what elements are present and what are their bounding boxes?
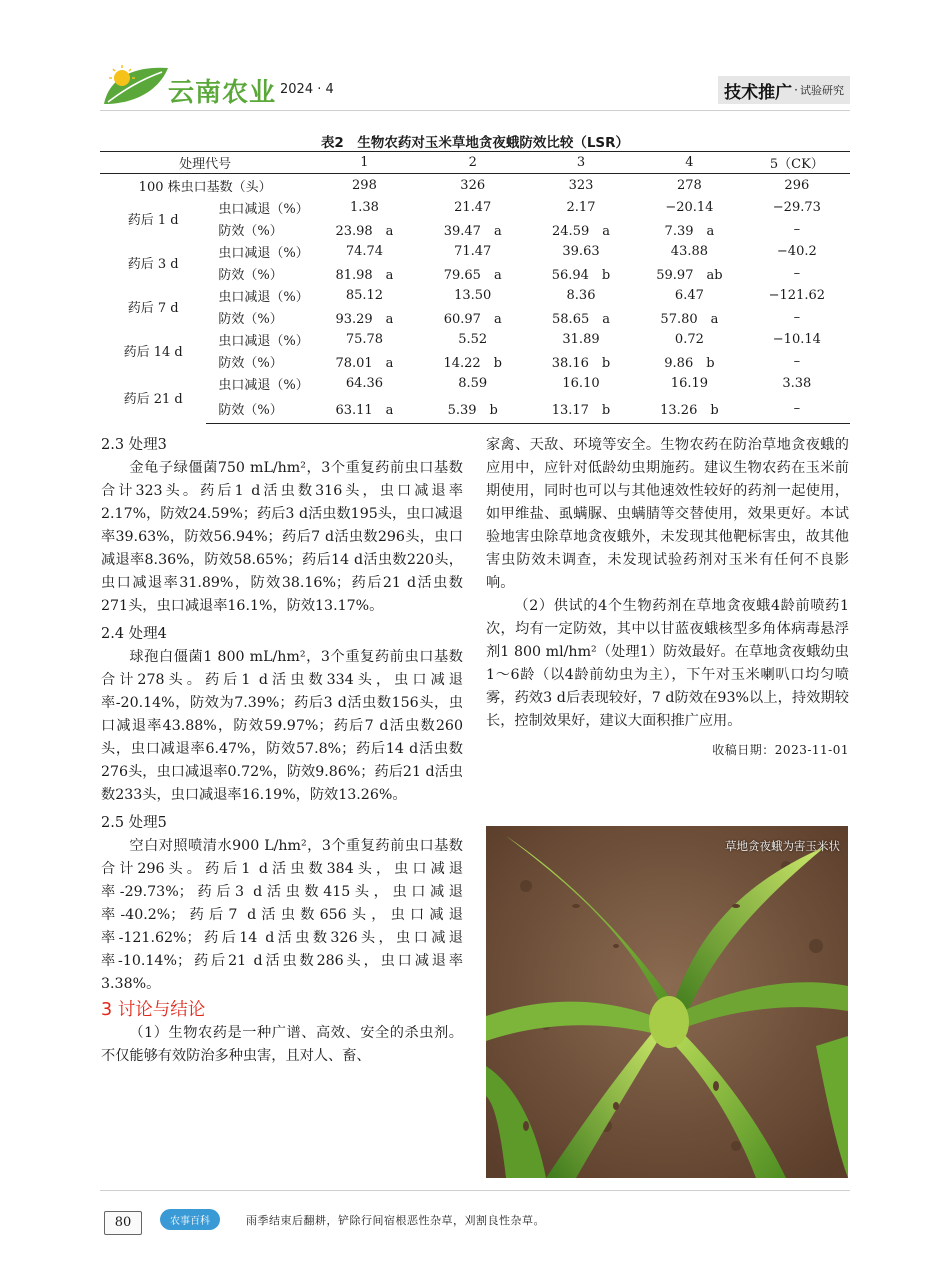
table-cell: −121.62 xyxy=(768,287,826,303)
table-row xyxy=(100,218,850,240)
table-cell: 0.72 xyxy=(674,331,704,347)
table-cell: 278 xyxy=(676,177,702,193)
issue-number: 2024 · 4 xyxy=(280,82,334,97)
table-cell: 38.16 b xyxy=(551,355,611,371)
metric-label: 虫口减退（%） xyxy=(218,201,309,217)
table-cell: 79.65 a xyxy=(443,267,502,283)
table-cell: −29.73 xyxy=(772,199,821,215)
table-row xyxy=(100,394,850,424)
table-row xyxy=(100,240,850,262)
section-separator: · xyxy=(794,83,798,97)
photo-caption: 草地贪夜蛾为害玉米状 xyxy=(725,839,840,853)
table-cell: 13.26 b xyxy=(635,394,744,424)
section-sub: 试验研究 xyxy=(800,84,844,97)
metric-label: 防效（%） xyxy=(218,355,283,371)
table-cell: 13.50 xyxy=(454,287,492,303)
paragraph: 家禽、天敌、环境等安全。生物农药在防治草地贪夜蛾的应用中，应针对低龄幼虫期施药。建议生物农药在玉米前期使用，同时也可以与其他速效性较好的药剂一起使用，如甲维盐、虱螨脲、虫螨腈等交替使用，效果更好。本试验地害虫除草地贪夜蛾外，未发现其他靶标害虫，故其他害虫防效未调查，未发现试验药剂对玉米有任何不良影响。 xyxy=(486,437,849,591)
group-label: 药后 21 d xyxy=(123,392,183,408)
table-row xyxy=(100,328,850,350)
table-cell: 16.19 xyxy=(670,375,709,391)
table-row xyxy=(100,262,850,284)
metric-label: 防效（%） xyxy=(218,311,283,327)
table-cell: 23.98 a xyxy=(335,223,394,239)
right-column xyxy=(486,434,849,762)
table-title: 表2 生物农药对玉米草地贪夜蛾防效比较（LSR） xyxy=(320,135,630,151)
table-cell: 57.80 a xyxy=(660,311,719,327)
table-cell: 64.36 xyxy=(345,375,384,391)
table-cell: 323 xyxy=(568,177,594,193)
metric-label: 虫口减退（%） xyxy=(218,245,309,261)
table-cell: 14.22 b xyxy=(443,355,502,371)
table-cell: – xyxy=(793,221,801,237)
table-cell: 9.86 b xyxy=(664,355,715,371)
table-header-cell: 4 xyxy=(635,152,744,174)
table-cell: 56.94 b xyxy=(551,267,611,283)
results-table xyxy=(100,151,850,424)
table-header-row xyxy=(100,152,850,174)
paragraph: 金龟子绿僵菌750 mL/hm²，3个重复药前虫口基数合计323头。药后1 d活虫数316头，虫口减退率2.17%，防效24.59%；药后3 d活虫数195头，虫口减退率39.63%，防效56.94%；药后7 d活虫数296头，虫口减退率8.36%，防效58.65%；药后14 d活虫数220头，虫口减退率31.89%，防效38.16%；药后21 d活虫数271头，虫口减退率16.1%，防效13.17%。 xyxy=(101,460,463,614)
metric-label: 防效（%） xyxy=(218,223,283,239)
left-column xyxy=(101,434,463,1068)
page-number: 80 xyxy=(104,1211,142,1235)
table-cell: 24.59 a xyxy=(552,223,610,239)
table-cell: 21.47 xyxy=(454,199,492,215)
table-header-cell: 3 xyxy=(527,152,635,174)
table-cell: 39.63 xyxy=(562,243,600,259)
table-cell: 75.78 xyxy=(345,331,384,347)
table-cell: 5.52 xyxy=(458,331,488,347)
group-label: 药后 7 d xyxy=(127,300,179,316)
table-cell: 3.38 xyxy=(782,375,812,391)
table-cell: – xyxy=(744,394,850,424)
footer-tag: 农事百科 xyxy=(160,1209,220,1230)
table-cell: 16.10 xyxy=(562,375,600,391)
header-divider xyxy=(100,110,850,111)
corn-plant-image xyxy=(486,826,848,1178)
row-label: 100 株虫口基数（头） xyxy=(138,179,272,195)
section-heading-2-3: 2.3 处理3 xyxy=(101,437,167,453)
table-header-cell: 5（CK） xyxy=(744,152,850,174)
metric-label: 虫口减退（%） xyxy=(218,377,309,393)
section-main: 技术推广 xyxy=(724,82,793,103)
table-cell: – xyxy=(793,353,801,369)
table-row xyxy=(100,372,850,394)
table-cell: – xyxy=(793,309,801,325)
table-header-cell: 2 xyxy=(419,152,527,174)
table-cell: 8.59 xyxy=(458,375,488,391)
paragraph: 球孢白僵菌1 800 mL/hm²，3个重复药前虫口基数合计278头。药后1 d活虫数334头，虫口减退率-20.14%，防效为7.39%；药后3 d活虫数156头，虫口减退率43.88%，防效59.97%；药后7 d活虫数260头，虫口减退率6.47%，防效57.8%；药后14 d活虫数276头，虫口减退率0.72%，防效9.86%；药后21 d活虫数233头，虫口减退率16.19%，防效13.26%。 xyxy=(101,649,463,803)
table-row xyxy=(100,174,850,197)
group-label: 药后 3 d xyxy=(127,256,179,272)
table-cell: 43.88 xyxy=(670,243,709,259)
paragraph: （2）供试的4个生物药剂在草地贪夜蛾4龄前喷药1次，均有一定防效，其中以甘蓝夜蛾核型多角体病毒悬浮剂1 800 ml/hm²（处理1）防效最好。在草地贪夜蛾幼虫1～6龄（以4龄前幼虫为主），下午对玉米喇叭口均匀喷雾，药效3 d后表现较好，7 d防效在93%以上，持效期较长，控制效果好，建议大面积推广应用。 xyxy=(486,598,849,729)
table-cell: 326 xyxy=(460,177,486,193)
table-cell: 7.39 a xyxy=(664,223,715,239)
section-heading-3: 3 讨论与结论 xyxy=(101,1000,206,1020)
table-cell: 1.38 xyxy=(349,199,379,215)
metric-label: 虫口减退（%） xyxy=(218,333,309,349)
table-cell: 39.47 a xyxy=(443,223,502,239)
metric-label: 虫口减退（%） xyxy=(218,289,309,305)
table-row xyxy=(100,196,850,218)
table-cell: 2.17 xyxy=(566,199,596,215)
table-cell: 8.36 xyxy=(566,287,596,303)
sun-leaf-logo-icon xyxy=(100,64,170,106)
metric-label: 防效（%） xyxy=(218,267,283,283)
section-heading-2-4: 2.4 处理4 xyxy=(101,626,167,642)
table-cell: 5.39 b xyxy=(419,394,527,424)
table-cell: 13.17 b xyxy=(527,394,635,424)
corn-damage-photo xyxy=(486,826,848,1178)
journal-brand: 云南农业 xyxy=(168,78,277,108)
table-header-cell: 1 xyxy=(310,152,418,174)
table-cell: 63.11 a xyxy=(310,394,418,424)
table-cell: 296 xyxy=(784,177,810,193)
paragraph: 空白对照喷清水900 L/hm²，3个重复药前虫口基数合计296头。药后1 d活虫数384头，虫口减退率-29.73%；药后3 d活虫数415头，虫口减退率-40.2%；药后7 d活虫数656头，虫口减退率-121.62%；药后14 d活虫数326头，虫口减退率-10.14%；药后21 d活虫数286头，虫口减退率3.38%。 xyxy=(101,838,463,992)
table-header-cell: 处理代号 xyxy=(100,152,310,174)
table-cell: 71.47 xyxy=(454,243,492,259)
table-cell: 78.01 a xyxy=(335,355,394,371)
table-cell: 85.12 xyxy=(345,287,384,303)
table-cell: – xyxy=(793,265,801,281)
section-tag xyxy=(718,76,850,104)
metric-label: 防效（%） xyxy=(206,394,310,424)
group-label: 药后 14 d xyxy=(123,344,183,360)
group-label: 药后 1 d xyxy=(127,212,179,228)
received-date: 收稿日期：2023-11-01 xyxy=(712,743,849,757)
table-cell: 60.97 a xyxy=(443,311,502,327)
table-cell: 59.97 ab xyxy=(656,267,723,283)
footer-tip: 雨季结束后翻耕，铲除行间宿根恶性杂草，刈割良性杂草。 xyxy=(246,1214,545,1227)
table-cell: 81.98 a xyxy=(335,267,394,283)
table-cell: 298 xyxy=(352,177,377,193)
section-heading-2-5: 2.5 处理5 xyxy=(101,815,167,831)
table-cell: −40.2 xyxy=(776,243,817,259)
table-cell: −10.14 xyxy=(772,331,821,347)
table-row xyxy=(100,350,850,372)
table-cell: 58.65 a xyxy=(552,311,610,327)
table-row xyxy=(100,306,850,328)
table-cell: −20.14 xyxy=(665,199,714,215)
table-cell: 6.47 xyxy=(674,287,704,303)
table-cell: 74.74 xyxy=(345,243,384,259)
page-header xyxy=(100,64,850,108)
table-cell: 93.29 a xyxy=(335,311,394,327)
table-cell: 31.89 xyxy=(562,331,600,347)
footer-divider xyxy=(100,1190,850,1191)
table-row xyxy=(100,284,850,306)
paragraph: （1）生物农药是一种广谱、高效、安全的杀虫剂。不仅能够有效防治多种虫害，且对人、畜、 xyxy=(101,1025,463,1064)
